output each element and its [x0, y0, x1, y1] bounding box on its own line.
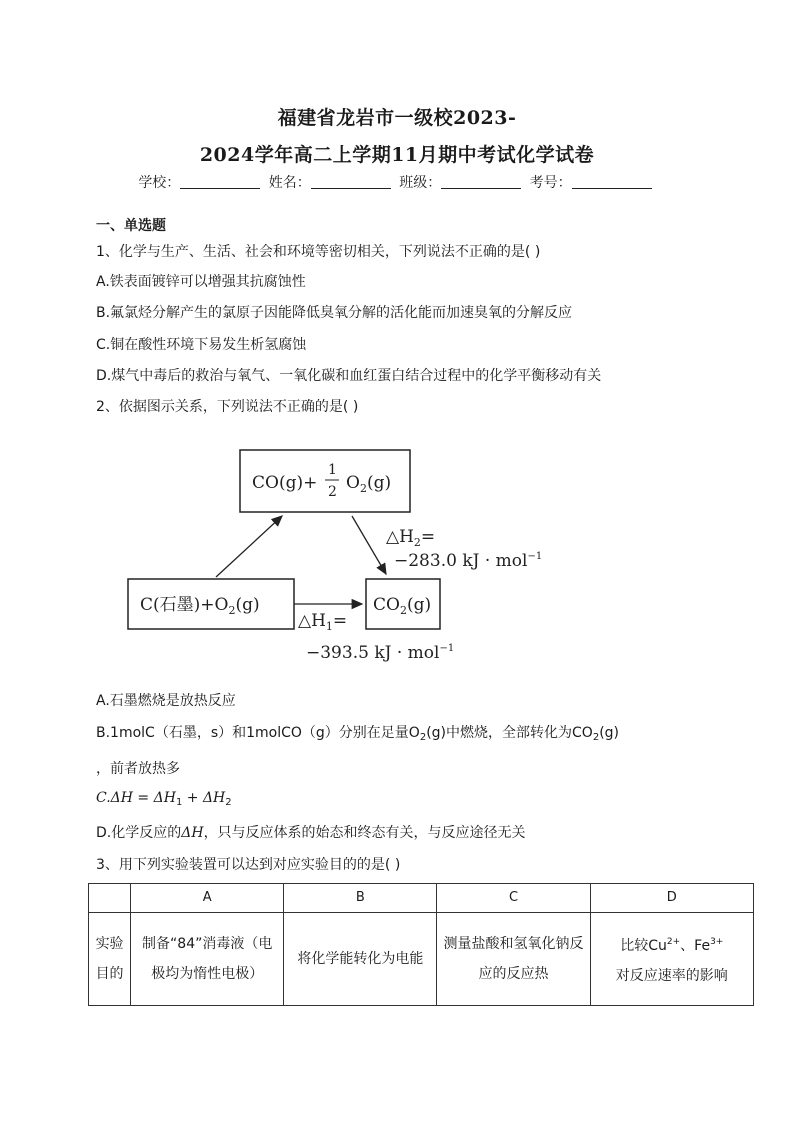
table-cell-c: 测量盐酸和氢氧化钠反应的反应热 [437, 913, 590, 1006]
frac-numerator: 1 [328, 462, 337, 478]
q2-option-c: $C.\Delta H = \Delta H_1 + \Delta H_2$ [96, 790, 232, 808]
table-row-label: 实验目的 [89, 913, 131, 1006]
q2-option-a: A.石墨燃烧是放热反应 [96, 693, 236, 709]
student-info-line [0, 172, 794, 192]
class-blank[interactable] [441, 176, 521, 189]
box-co-text: CO(g)+ [252, 473, 318, 493]
title-line-1: 福建省龙岩市一级校2023- [277, 107, 517, 129]
box-graphite-text: C(石墨)$+O_2(g)$ [140, 595, 260, 617]
table-header-cell: A [131, 884, 284, 913]
class-label: 班级： [399, 175, 442, 191]
school-blank[interactable] [180, 176, 260, 189]
enthalpy-diagram [96, 432, 576, 672]
arrow-to-co2-from-co [352, 516, 386, 574]
frac-denominator: 2 [328, 484, 337, 500]
table-header-cell: C [437, 884, 590, 913]
box-co2-text: $CO_2(g)$ [373, 595, 432, 617]
table-cell-b: 将化学能转化为电能 [284, 913, 437, 1006]
q3-stem: 3、用下列实验装置可以达到对应实验目的的是( ) [96, 857, 401, 873]
q3-options-table [88, 883, 754, 1006]
table-header-row [89, 884, 754, 913]
box-co-o2-text: $O_2(g)$ [346, 473, 392, 495]
number-label: 考号： [529, 175, 572, 191]
q1-option-b: B.氟氯烃分解产生的氯原子因能降低臭氧分解的活化能而加速臭氧的分解反应 [96, 305, 573, 321]
q1-stem: 1、化学与生产、生活、社会和环境等密切相关，下列说法不正确的是( ) [96, 244, 541, 260]
name-label: 姓名： [268, 175, 311, 191]
dh2-value: −283.0 kJ · mol$^{-1}$ [394, 551, 543, 571]
table-cell-a: 制备“84”消毒液（电极均为惰性电极） [131, 913, 284, 1006]
q2-option-d: D.化学反应的ΔH，只与反应体系的始态和终态有关，与反应途径无关 [96, 825, 526, 841]
q2-stem: 2、依据图示关系，下列说法不正确的是( ) [96, 399, 359, 415]
table-header-cell [89, 884, 131, 913]
q2-option-b-cont: ，前者放热多 [96, 761, 180, 777]
section-title: 一、单选题 [96, 218, 166, 234]
table-row [89, 913, 754, 1006]
q1-option-a: A.铁表面镀锌可以增强其抗腐蚀性 [96, 274, 306, 290]
dh2-label: $\triangle H_2=$ [386, 527, 436, 549]
table-cell-d: 比较$Cu^{2+}$、$Fe^{3+}$ 对反应速率的影响 [590, 913, 753, 1006]
title-line-2: 2024学年高二上学期11月期中考试化学试卷 [199, 144, 595, 166]
number-blank[interactable] [572, 176, 652, 189]
table-header-cell: D [590, 884, 753, 913]
dh1-value: −393.5 kJ · mol$^{-1}$ [306, 643, 455, 663]
q1-option-d: D.煤气中毒后的救治与氧气、一氧化碳和血红蛋白结合过程中的化学平衡移动有关 [96, 368, 602, 384]
school-label: 学校： [138, 175, 181, 191]
q2-option-b: B.1molC（石墨，s）和1molCO（g）分别在足量$O_2(g)$中燃烧，全部转化为$CO_2(g)$ [96, 725, 619, 743]
arrow-to-co [216, 516, 282, 577]
q1-option-c: C.铜在酸性环境下易发生析氢腐蚀 [96, 337, 307, 353]
table-header-cell: B [284, 884, 437, 913]
name-blank[interactable] [311, 176, 391, 189]
dh1-label: $\triangle H_1=$ [298, 611, 348, 633]
